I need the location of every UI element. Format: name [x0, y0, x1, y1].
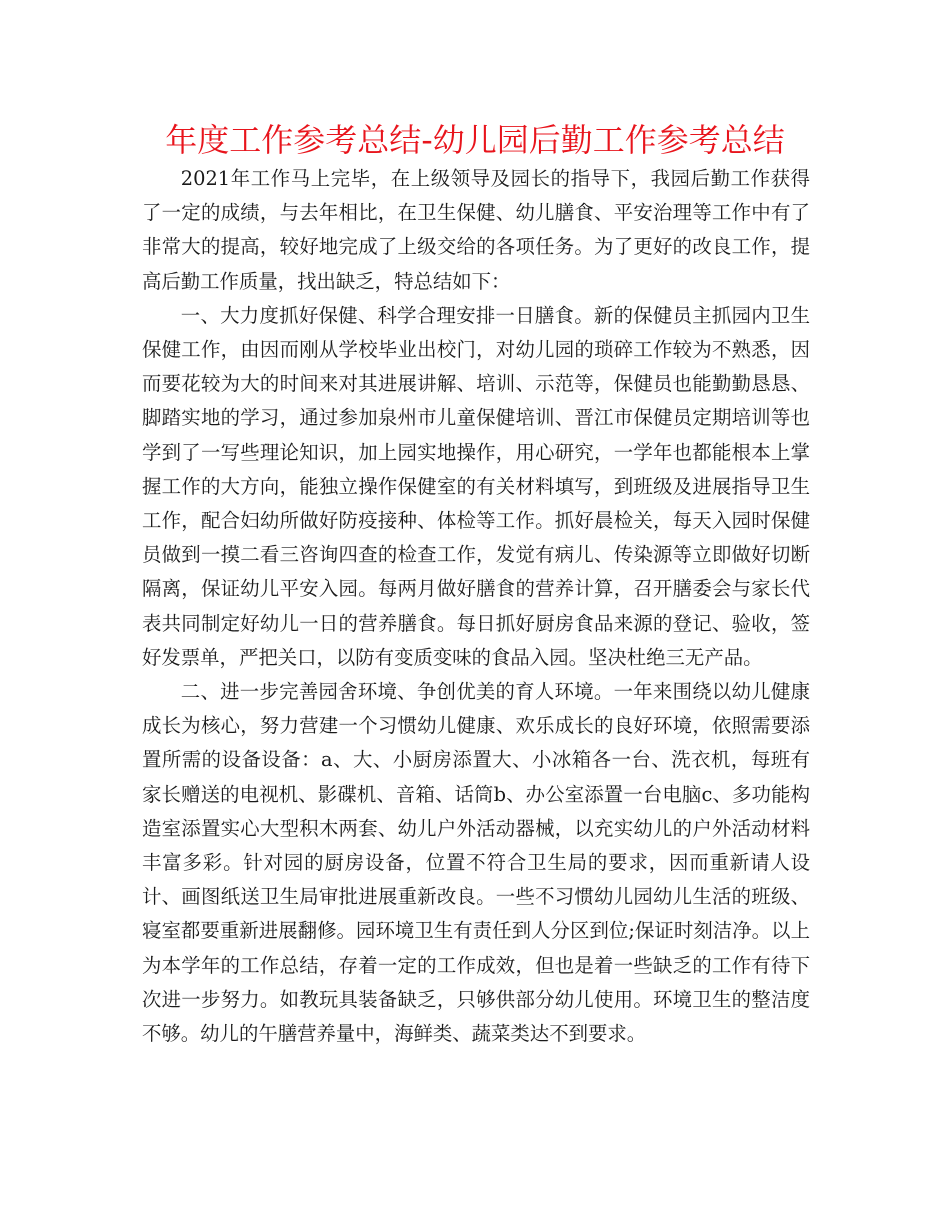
paragraph-environment: 二、进一步完善园舍环境、争创优美的育人环境。一年来围绕以幼儿健康成长为核心，努力营建一个习惯幼儿健康、欢乐成长的良好环境，依照需要添置所需的设备设备：a、大、小厨房添置大、小冰箱各一台、洗衣机，每班有家长赠送的电视机、影碟机、音箱、话筒b、办公室添置一台电脑c、多功能构造室添置实心大型积木两套、幼儿户外活动器械，以充实幼儿的户外活动材料丰富多彩。针对园的厨房设备，位置不符合卫生局的要求，因而重新请人设计、画图纸送卫生局审批进展重新改良。一些不习惯幼儿园幼儿生活的班级、寝室都要重新进展翻修。园环境卫生有责任到人分区到位;保证时刻洁净。以上为本学年的工作总结，存着一定的工作成效，但也是着一些缺乏的工作有待下次进一步努力。如教玩具装备缺乏，只够供部分幼儿使用。环境卫生的整洁度不够。幼儿的午膳营养量中，海鲜类、蔬菜类达不到要求。 [142, 680, 810, 1046]
document-body [142, 162, 810, 1051]
paragraph-health-diet: 一、大力度抓好保健、科学合理安排一日膳食。新的保健员主抓园内卫生保健工作，由因而刚从学校毕业出校门，对幼儿园的琐碎工作较为不熟悉，因而要花较为大的时间来对其进展讲解、培训、示范等，保健员也能勤勤恳恳、脚踏实地的学习，通过参加泉州市儿童保健培训、晋江市保健员定期培训等也学到了一写些理论知识，加上园实地操作，用心研究，一学年也都能根本上掌握工作的大方向，能独立操作保健室的有关材料填写，到班级及进展指导卫生工作，配合妇幼所做好防疫接种、体检等工作。抓好晨检关，每天入园时保健员做到一摸二看三咨询四查的检查工作，发觉有病儿、传染源等立即做好切断隔离，保证幼儿平安入园。每两月做好膳食的营养计算，召开膳委会与家长代表共同制定好幼儿一日的营养膳食。每日抓好厨房食品来源的登记、验收，签好发票单，严把关口，以防有变质变味的食品入园。坚决杜绝三无产品。 [142, 303, 810, 669]
paragraph-intro: 2021年工作马上完毕，在上级领导及园长的指导下，我园后勤工作获得了一定的成绩，与去年相比，在卫生保健、幼儿膳食、平安治理等工作中有了非常大的提高，较好地完成了上级交给的各项任务。为了更好的改良工作，提高后勤工作质量，找出缺乏，特总结如下： [142, 167, 810, 293]
document-title: 年度工作参考总结-幼儿园后勤工作参考总结 [165, 121, 785, 159]
